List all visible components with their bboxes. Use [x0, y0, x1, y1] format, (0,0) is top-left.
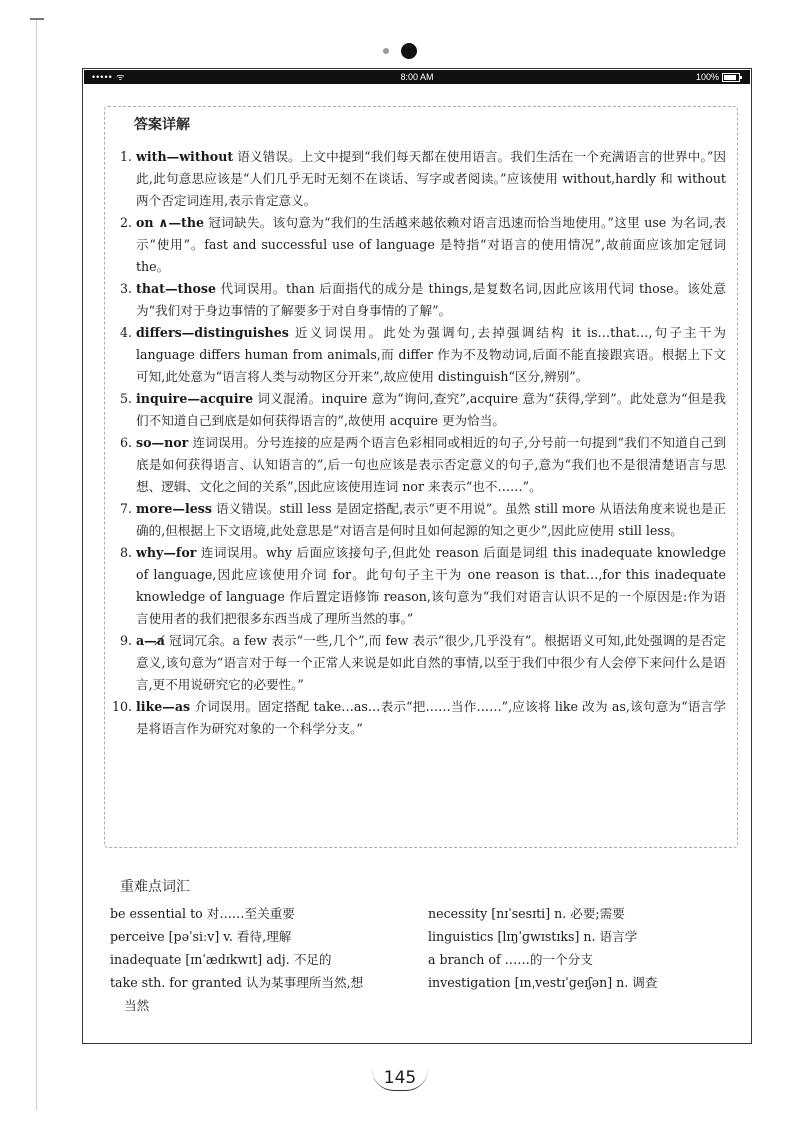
explanation-text: 词义混淆。inquire 意为“询问,查究”,acquire 意为“获得,学到”。此处意为“但是我们不知道自己到底是如何获得语言的”,故使用 acquire 更为恰当。 [136, 391, 726, 428]
vocab-entry [442, 994, 730, 1017]
vocab-entry: linguistics [lɪŋˈɡwɪstɪks] n. 语言学 [428, 929, 638, 944]
explanation-text: 连词误用。分号连接的应是两个语言色彩相同或相近的句子,分号前一句提到“我们不知道自己到底是如何获得语言、认知语言的”,后一句也应该是表示否定意义的句子,意为“我们也不是很清楚语言与思想、逻辑、文化之间的关系”,因此应该使用连词 nor 来表示“也不……”。 [136, 435, 726, 494]
vocab-entry: inadequate [ɪnˈædɪkwɪt] adj. 不足的 [110, 952, 332, 967]
answer-item [110, 278, 726, 322]
vocab-row [110, 925, 730, 948]
item-number: 7. [119, 501, 132, 516]
correction-key: like—as [136, 699, 191, 714]
battery-percent: 100% [695, 72, 719, 82]
item-number: 8. [119, 545, 132, 560]
correction-key: inquire—acquire [136, 391, 254, 406]
item-number: 6. [119, 435, 132, 450]
correction-key: a—a̸ [136, 633, 165, 648]
page-number [0, 1066, 800, 1091]
answer-item [110, 322, 726, 388]
item-number: 3. [119, 281, 132, 296]
page-binding-line [36, 20, 37, 1110]
explanation-text: 冠词冗余。a few 表示“一些,几个”,而 few 表示“很少,几乎没有”。根据语义可知,此处强调的是否定意义,该句意为“语言对于每一个正常人来说是如此自然的事情,以至于我们中很少有人会停下来问什么是语言,更不用说研究它的必要性。” [136, 633, 726, 692]
vocab-row [110, 971, 730, 994]
vocab-section-title: 重难点词汇 [120, 879, 190, 895]
item-number: 9. [119, 633, 132, 648]
signal-indicator: ••••• ᯤ [92, 72, 126, 82]
item-number: 5. [119, 391, 132, 406]
explanation-text: 代词误用。than 后面指代的成分是 things,是复数名词,因此应该用代词 those。该处意为“我们对于身边事情的了解要多于对自身事情的了解”。 [136, 281, 726, 318]
correction-key: more—less [136, 501, 212, 516]
page-number-label: 145 [372, 1066, 428, 1091]
answer-item [110, 630, 726, 696]
correction-key: that—those [136, 281, 217, 296]
vocab-list [110, 902, 730, 1017]
vocab-entry: perceive [pəˈsiːv] v. 看待,理解 [110, 929, 292, 944]
explanation-text: 连词误用。why 后面应该接句子,但此处 reason 后面是词组 this inadequate knowledge of language,因此应该使用介词 for。此句句子主干为 one reason is that…,for this inadequate knowledge of language 作后置定语修饰 reason,该句意为“我们对语言认识不足的一个原因是:作为语言使用者的我们把很多东西当成了理所当然的事。” [136, 545, 726, 626]
correction-key: with—without [136, 149, 234, 164]
correction-key: differs—distinguishes [136, 325, 289, 340]
vocab-row [110, 948, 730, 971]
item-number: 2. [119, 215, 132, 230]
answer-item [110, 696, 726, 740]
correction-key: so—nor [136, 435, 189, 450]
explanation-text: 冠词缺失。该句意为“我们的生活越来越依赖对语言迅速而恰当地使用。”这里 use 为名词,表示“使用”。fast and successful use of language 是特指“对语言的使用情况”,故前面应该加定冠词 the。 [136, 215, 727, 274]
answer-item [110, 146, 726, 212]
answer-item [110, 212, 726, 278]
status-time: 8:00 AM [400, 72, 434, 82]
vocab-entry: investigation [ɪnˌvestɪˈɡeɪʃən] n. 调查 [428, 975, 658, 990]
vocab-row [110, 994, 730, 1017]
vocab-entry: a branch of ……的一个分支 [428, 952, 593, 967]
answer-list [110, 146, 726, 740]
status-bar [84, 70, 750, 84]
crop-mark [30, 18, 44, 20]
vocab-entry-continuation: 当然 [124, 998, 150, 1013]
vocab-entry: necessity [nɪˈsesɪti] n. 必要;需要 [428, 906, 625, 921]
explanation-text: 近义词误用。此处为强调句,去掉强调结构 it is…that…,句子主干为 language differs human from animals,而 differ 作为不及物动词,后面不能直接跟宾语。根据上下文可知,此处意为“语言将人类与动物区分开来”,故应使用 distinguish“区分,辨别”。 [136, 325, 726, 384]
answer-item [110, 498, 726, 542]
correction-key: on ∧—the [136, 215, 205, 230]
answer-item [110, 542, 726, 630]
answer-item [110, 432, 726, 498]
explanation-text: 语义错误。still less 是固定搭配,表示“更不用说”。虽然 still more 从语法角度来说也是正确的,但根据上下文语境,此处意思是“对语言是何时且如何起源的知之更少”,因此应使用 still less。 [136, 501, 726, 538]
item-number: 10. [111, 699, 132, 714]
correction-key: why—for [136, 545, 197, 560]
sensor-icon [383, 48, 389, 54]
explanation-text: 介词误用。固定搭配 take…as…表示“把……当作……”,应该将 like 改为 as,该句意为“语言学是将语言作为研究对象的一个科学分支。” [136, 699, 726, 736]
explanation-text: 语义错误。上文中提到“我们每天都在使用语言。我们生活在一个充满语言的世界中。”因此,此句意思应该是“人们几乎无时无刻不在谈话、写字或者阅读。”应该使用 without,hardly 和 without 两个否定词连用,表示肯定意义。 [136, 149, 726, 208]
device-camera [0, 40, 800, 60]
item-number: 1. [119, 149, 132, 164]
answer-item [110, 388, 726, 432]
battery-icon [722, 73, 740, 82]
vocab-entry: be essential to 对……至关重要 [110, 906, 295, 921]
vocab-row [110, 902, 730, 925]
vocab-entry: take sth. for granted 认为某事理所当然,想 [110, 975, 364, 990]
item-number: 4. [119, 325, 132, 340]
battery-indicator [696, 70, 740, 84]
answer-section-title: 答案详解 [134, 117, 190, 133]
camera-icon [401, 43, 417, 59]
